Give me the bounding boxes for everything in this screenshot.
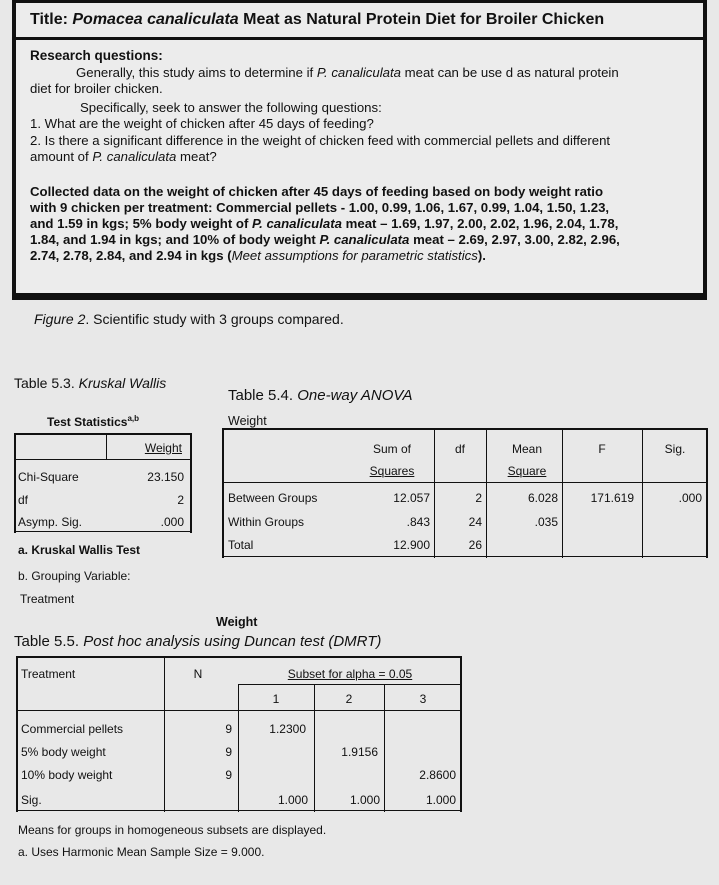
anova-row-ss: 12.900 (393, 538, 430, 552)
kruskal-row-label: Chi-Square (18, 470, 79, 484)
anova-col-df: df (454, 442, 465, 456)
anova-col-ss-2: Squares (369, 464, 415, 478)
anova-col-ms: Mean (511, 442, 543, 456)
rq-question-2-cont: amount of P. canaliculata meat? (30, 149, 217, 164)
anova-row-df: 26 (468, 538, 482, 552)
kruskal-row-label: Asymp. Sig. (18, 515, 83, 529)
anova-row-ss: .843 (406, 515, 430, 529)
duncan-row-n: 9 (225, 745, 232, 759)
duncan-col-n: N (193, 667, 203, 681)
rq-line-3: Specifically, seek to answer the following questions: (80, 100, 382, 115)
kruskal-col-weight: Weight (144, 441, 182, 455)
anova-col-sig: Sig. (664, 442, 686, 456)
kruskal-row-value: 2 (177, 493, 184, 507)
rq-line-1: Generally, this study aims to determine if P. canaliculata meat can be use d as natural protein (76, 65, 619, 80)
duncan-row-s2: 1.000 (349, 793, 380, 807)
rq-line-2: diet for broiler chicken. (30, 81, 163, 96)
study-title: Title: Pomacea canaliculata Meat as Natural Protein Diet for Broiler Chicken (30, 11, 605, 28)
duncan-row-s1: 1.2300 (269, 722, 306, 736)
anova-table (222, 428, 708, 558)
kruskal-footnote-b2: Treatment (20, 592, 75, 606)
anova-row-sig: .000 (678, 491, 702, 505)
duncan-caption: Table 5.5. Post hoc analysis using Duncan test (DMRT) (14, 633, 382, 650)
duncan-table (16, 656, 462, 812)
duncan-subset-header: 3 (419, 692, 427, 706)
duncan-row-label: 5% body weight (21, 745, 106, 759)
data-line-1: Collected data on the weight of chicken after 45 days of feeding based on body weight ratio (30, 184, 604, 199)
figure-caption: Figure 2. Scientific study with 3 groups compared. (34, 311, 344, 327)
research-questions-heading: Research questions: (30, 48, 163, 63)
kruskal-caption: Table 5.3. Kruskal Wallis (14, 375, 167, 391)
rq-question-1: 1. What are the weight of chicken after 45 days of feeding? (30, 116, 374, 131)
data-line-3: and 1.59 in kgs; 5% body weight of P. canaliculata meat – 1.69, 1.97, 2.00, 2.02, 1.96, 2.04, 1.78, (30, 216, 619, 231)
kruskal-row-value: .000 (160, 515, 184, 529)
anova-row-label: Total (228, 538, 254, 552)
duncan-row-s3: 1.000 (425, 793, 456, 807)
anova-row-label: Within Groups (228, 515, 305, 529)
anova-row-ss: 12.057 (393, 491, 430, 505)
kruskal-table (14, 433, 192, 533)
anova-col-ms-2: Square (507, 464, 547, 478)
anova-row-label: Between Groups (228, 491, 318, 505)
rq-question-2: 2. Is there a significant difference in the weight of chicken feed with commercial pellets and different (30, 133, 611, 148)
anova-row-f: 171.619 (590, 491, 634, 505)
kruskal-row-label: df (18, 493, 29, 507)
duncan-row-label: 10% body weight (21, 768, 113, 782)
duncan-row-label: Sig. (21, 793, 42, 807)
anova-caption: Table 5.4. One-way ANOVA (228, 387, 413, 404)
anova-row-ms: .035 (534, 515, 558, 529)
anova-row-df: 2 (475, 491, 482, 505)
kruskal-row-value: 23.150 (147, 470, 184, 484)
duncan-subset-header: 1 (272, 692, 280, 706)
duncan-dependent: Weight (216, 615, 258, 629)
kruskal-footnote-a: a. Kruskal Wallis Test (18, 543, 141, 557)
anova-row-df: 24 (468, 515, 482, 529)
duncan-row-s3: 2.8600 (419, 768, 456, 782)
duncan-col-treatment: Treatment (21, 667, 76, 681)
kruskal-header: Test Statistics$^{a,b}$ (47, 414, 140, 429)
data-line-5: 2.74, 2.78, 2.84, and 2.94 in kgs (Meet assumptions for parametric statistics). (30, 248, 486, 263)
duncan-row-n: 9 (225, 768, 232, 782)
title-divider (16, 37, 703, 40)
anova-col-ss: Sum of (372, 442, 411, 456)
anova-col-f: F (598, 442, 606, 456)
data-line-4: 1.84, and 1.94 in kgs; and 10% of body weight P. canaliculata meat – 2.69, 2.97, 3.00, 2.82, 2.96, (30, 232, 620, 247)
duncan-subset-header: 2 (345, 692, 353, 706)
kruskal-footnote-b: b. Grouping Variable: (18, 569, 131, 583)
anova-dependent: Weight (228, 414, 267, 428)
duncan-row-s2: 1.9156 (341, 745, 378, 759)
duncan-footnote-1: Means for groups in homogeneous subsets are displayed. (18, 823, 327, 837)
duncan-col-subset: Subset for alpha = 0.05 (287, 667, 413, 681)
anova-row-ms: 6.028 (527, 491, 558, 505)
duncan-footnote-2: a. Uses Harmonic Mean Sample Size = 9.000. (18, 845, 265, 859)
data-line-2: with 9 chicken per treatment: Commercial pellets - 1.00, 0.99, 1.06, 1.67, 0.99, 1.04, 1.50, 1.23, (30, 200, 610, 215)
duncan-row-n: 9 (225, 722, 232, 736)
duncan-row-label: Commercial pellets (21, 722, 124, 736)
duncan-row-s1: 1.000 (277, 793, 308, 807)
study-description-box (12, 0, 707, 300)
